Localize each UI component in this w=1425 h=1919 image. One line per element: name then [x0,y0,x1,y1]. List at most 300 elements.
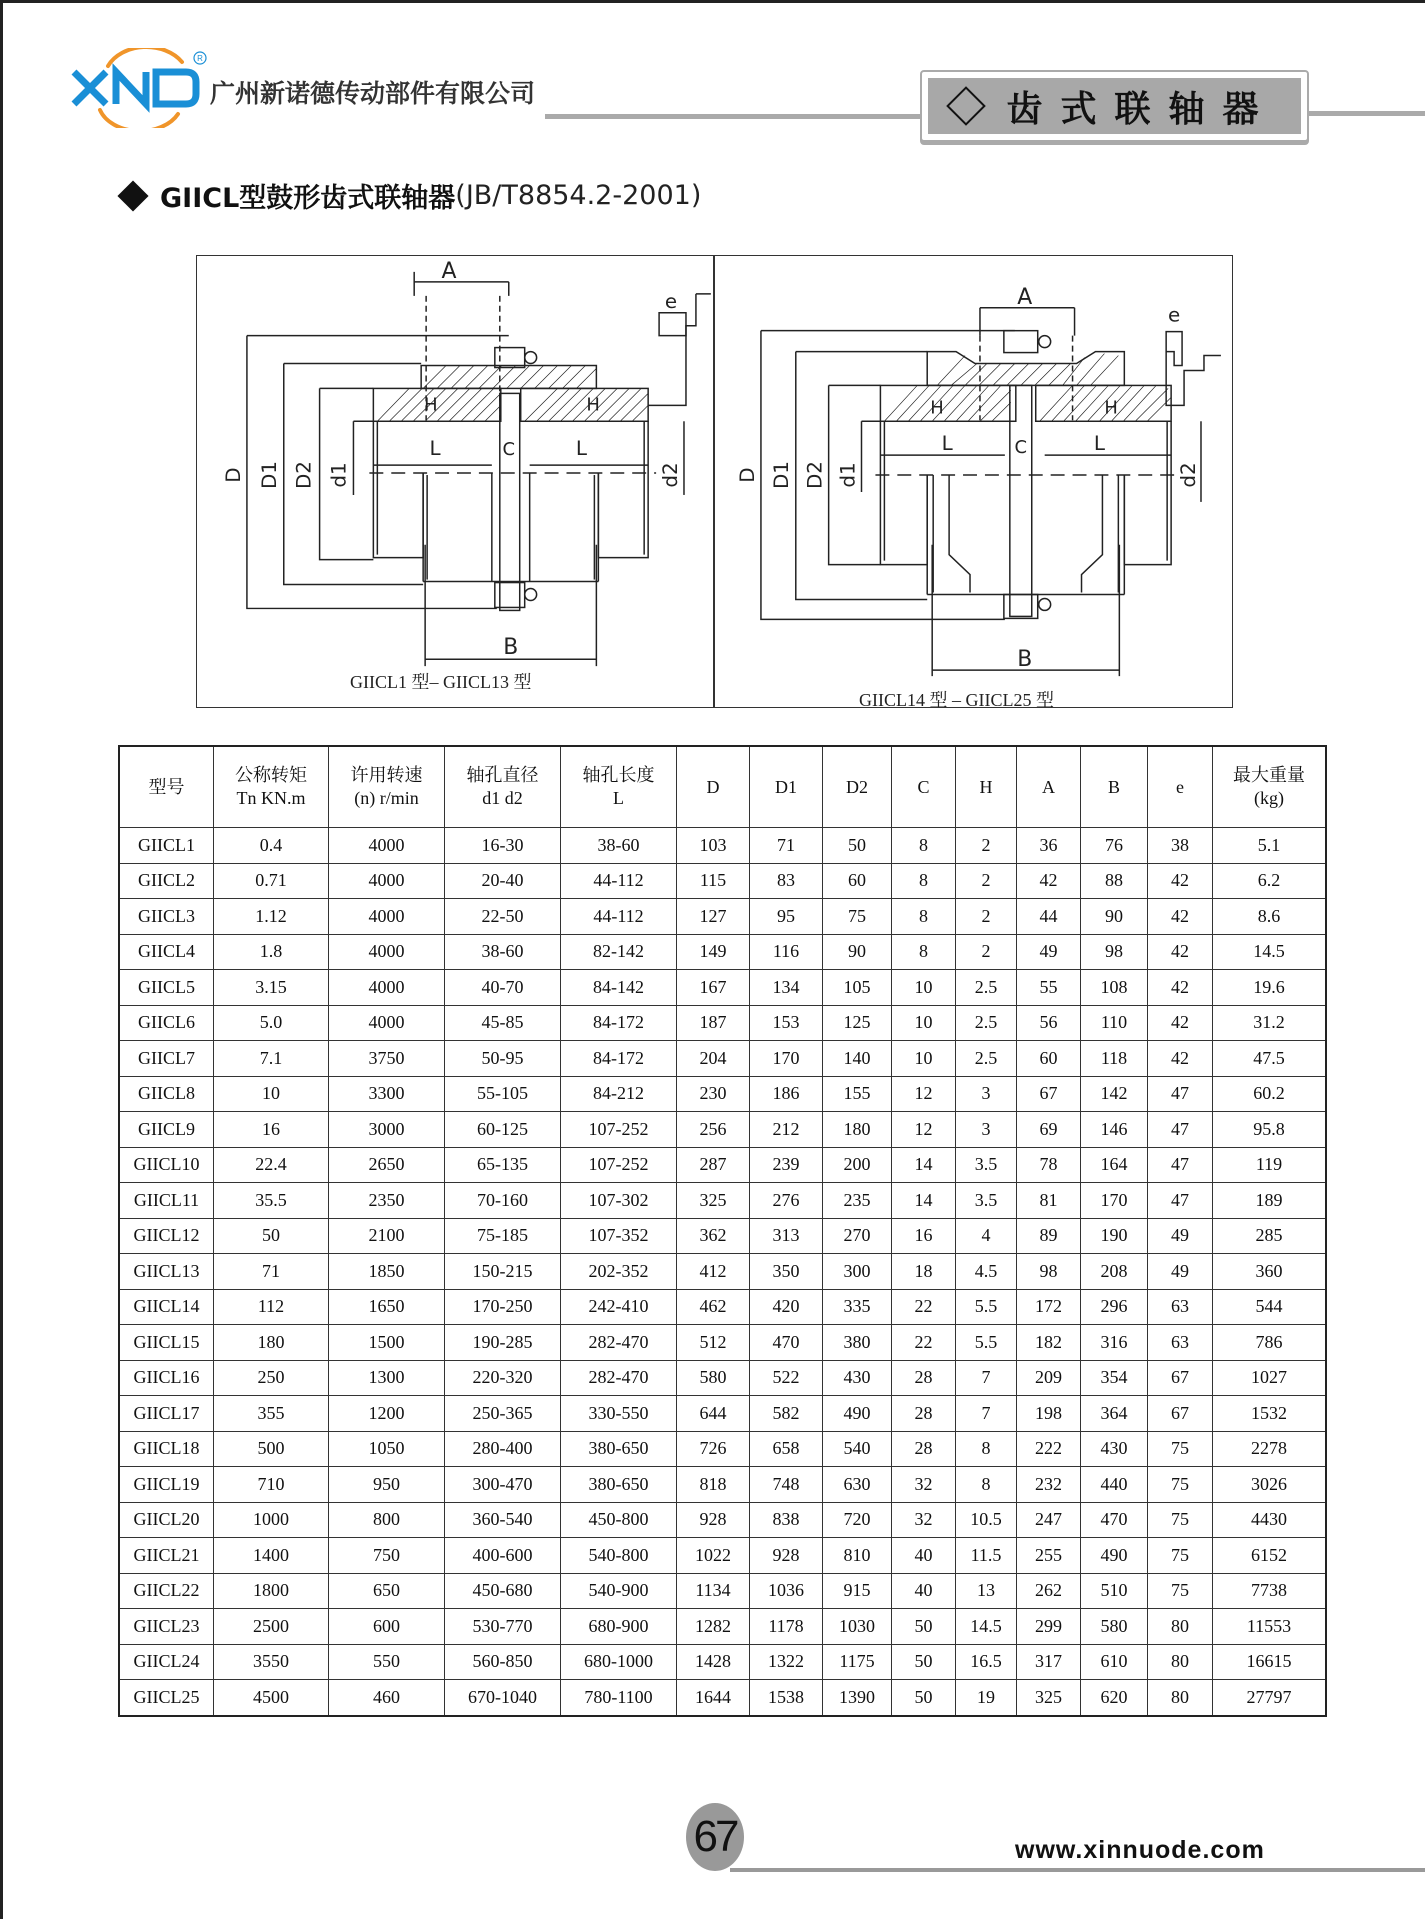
table-cell: 380-650 [561,1431,677,1467]
table-cell: 299 [1017,1609,1081,1645]
model-cell: GIICL3 [119,899,214,935]
table-cell: 89 [1017,1218,1081,1254]
table-cell: 189 [1213,1183,1327,1219]
table-cell: 115 [677,863,750,899]
left-diagram-caption: GIICL1 型– GIICL13 型 [350,672,532,692]
table-cell: 31.2 [1213,1005,1327,1041]
model-cell: GIICL10 [119,1147,214,1183]
table-cell: 40-70 [445,970,561,1006]
table-cell: 247 [1017,1502,1081,1538]
table-cell: 2.5 [956,1041,1017,1077]
table-cell: 103 [677,828,750,864]
table-cell: 142 [1081,1076,1148,1112]
table-cell: 28 [892,1396,956,1432]
svg-text:B: B [1017,647,1033,673]
table-cell: 8 [892,828,956,864]
table-cell: 119 [1213,1147,1327,1183]
table-cell: 47 [1148,1076,1213,1112]
table-cell: 580 [1081,1609,1148,1645]
table-cell: 580 [677,1360,750,1396]
table-cell: 3000 [329,1112,445,1148]
table-cell: 818 [677,1467,750,1503]
table-row [119,1076,1326,1112]
table-cell: 2350 [329,1183,445,1219]
table-cell: 235 [823,1183,892,1219]
table-cell: 544 [1213,1289,1327,1325]
column-header-line2: d1 d2 [482,788,523,808]
model-cell: GIICL13 [119,1254,214,1290]
column-header [677,746,750,828]
xnd-logo [70,48,210,128]
table-cell: 2.5 [956,970,1017,1006]
website-url: www.xinnuode.com [1015,1836,1265,1864]
model-cell: GIICL4 [119,934,214,970]
table-cell: 2278 [1213,1431,1327,1467]
table-cell: 172 [1017,1289,1081,1325]
table-cell: 44 [1017,899,1081,935]
table-row [119,1431,1326,1467]
column-header-line1: 公称转矩 [235,765,307,785]
table-cell: 155 [823,1076,892,1112]
table-cell: 230 [677,1076,750,1112]
table-cell: 1175 [823,1644,892,1680]
svg-text:B: B [503,635,519,661]
svg-text:d2: d2 [659,462,683,488]
table-cell: 470 [1081,1502,1148,1538]
table-cell: 232 [1017,1467,1081,1503]
table-cell: 14 [892,1183,956,1219]
table-cell: 280-400 [445,1431,561,1467]
table-cell: 42 [1148,1005,1213,1041]
model-cell: GIICL11 [119,1183,214,1219]
svg-text:H: H [586,394,600,416]
column-header-line1: B [1107,776,1120,797]
table-cell: 450-680 [445,1573,561,1609]
table-cell: 4000 [329,970,445,1006]
svg-text:D1: D1 [257,461,281,490]
table-cell: 430 [823,1360,892,1396]
table-cell: 440 [1081,1467,1148,1503]
table-cell: 5.0 [214,1005,329,1041]
table-cell: 2.5 [956,1005,1017,1041]
table-cell: 7.1 [214,1041,329,1077]
table-cell: 108 [1081,970,1148,1006]
table-cell: 5.5 [956,1289,1017,1325]
model-cell: GIICL9 [119,1112,214,1148]
table-cell: 67 [1148,1360,1213,1396]
table-cell: 10 [214,1076,329,1112]
model-cell: GIICL21 [119,1538,214,1574]
table-cell: 644 [677,1396,750,1432]
table-cell: 84-142 [561,970,677,1006]
table-cell: 2650 [329,1147,445,1183]
table-cell: 512 [677,1325,750,1361]
table-cell: 915 [823,1573,892,1609]
table-cell: 32 [892,1502,956,1538]
table-cell: 35.5 [214,1183,329,1219]
table-cell: 167 [677,970,750,1006]
table-cell: 84-172 [561,1041,677,1077]
svg-text:A: A [441,258,457,284]
table-cell: 296 [1081,1289,1148,1325]
table-cell: 680-1000 [561,1644,677,1680]
table-cell: 950 [329,1467,445,1503]
table-cell: 8 [892,863,956,899]
table-cell: 380-650 [561,1467,677,1503]
table-cell: 98 [1081,934,1148,970]
table-cell: 75 [1148,1431,1213,1467]
table-cell: 140 [823,1041,892,1077]
table-cell: 38-60 [445,934,561,970]
table-cell: 28 [892,1360,956,1396]
table-cell: 255 [1017,1538,1081,1574]
model-cell: GIICL15 [119,1325,214,1361]
svg-text:C: C [502,439,516,461]
table-cell: 198 [1017,1396,1081,1432]
table-cell: 3750 [329,1041,445,1077]
table-cell: 47 [1148,1147,1213,1183]
table-cell: 1022 [677,1538,750,1574]
header-rule-right [1305,111,1425,116]
table-row [119,1609,1326,1645]
table-cell: 2500 [214,1609,329,1645]
table-cell: 44-112 [561,863,677,899]
model-cell: GIICL22 [119,1573,214,1609]
table-cell: 362 [677,1218,750,1254]
column-header-line1: e [1176,776,1184,797]
table-cell: 1428 [677,1644,750,1680]
column-header-line2: L [613,788,624,808]
table-row [119,1041,1326,1077]
table-cell: 7 [956,1396,1017,1432]
table-cell: 460 [329,1680,445,1716]
table-cell: 55-105 [445,1076,561,1112]
table-cell: 680-900 [561,1609,677,1645]
table-cell: 600 [329,1609,445,1645]
table-cell: 32 [892,1467,956,1503]
model-cell: GIICL8 [119,1076,214,1112]
table-cell: 27797 [1213,1680,1327,1716]
table-cell: 262 [1017,1573,1081,1609]
table-cell: 300 [823,1254,892,1290]
table-cell: 50 [823,828,892,864]
table-cell: 75 [1148,1467,1213,1503]
model-cell: GIICL19 [119,1467,214,1503]
table-cell: 316 [1081,1325,1148,1361]
table-cell: 490 [823,1396,892,1432]
table-row [119,970,1326,1006]
table-cell: 242-410 [561,1289,677,1325]
table-row [119,1360,1326,1396]
table-cell: 522 [750,1360,823,1396]
table-cell: 60 [1017,1041,1081,1077]
table-cell: 107-252 [561,1147,677,1183]
table-cell: 187 [677,1005,750,1041]
table-cell: 3.5 [956,1147,1017,1183]
column-header-line1: 许用转速 [350,765,423,785]
svg-text:e: e [664,289,678,313]
table-cell: 800 [329,1502,445,1538]
category-label: 齿式联轴器 [1006,88,1277,130]
table-cell: 88 [1081,863,1148,899]
table-cell: 107-302 [561,1183,677,1219]
model-cell: GIICL14 [119,1289,214,1325]
table-cell: 380 [823,1325,892,1361]
table-cell: 540-800 [561,1538,677,1574]
table-cell: 212 [750,1112,823,1148]
table-cell: 80 [1148,1644,1213,1680]
table-cell: 22.4 [214,1147,329,1183]
table-cell: 83 [750,863,823,899]
table-cell: 560-850 [445,1644,561,1680]
model-cell: GIICL18 [119,1431,214,1467]
table-cell: 81 [1017,1183,1081,1219]
model-cell: GIICL2 [119,863,214,899]
table-cell: 71 [750,828,823,864]
table-cell: 287 [677,1147,750,1183]
model-cell: GIICL24 [119,1644,214,1680]
table-cell: 0.71 [214,863,329,899]
table-cell: 540 [823,1431,892,1467]
table-cell: 490 [1081,1538,1148,1574]
table-cell: 60.2 [1213,1076,1327,1112]
svg-text:H: H [930,397,944,419]
table-cell: 60 [823,863,892,899]
table-cell: 550 [329,1644,445,1680]
outline-diamond-icon [947,86,987,126]
svg-text:L: L [941,432,953,456]
table-cell: 1050 [329,1431,445,1467]
column-header [561,746,677,828]
table-cell: 928 [750,1538,823,1574]
table-cell: 47.5 [1213,1041,1327,1077]
svg-text:d2: d2 [1177,462,1201,488]
table-cell: 49 [1017,934,1081,970]
table-cell: 12 [892,1076,956,1112]
table-row [119,1218,1326,1254]
table-cell: 146 [1081,1112,1148,1148]
footer-rule [730,1868,1425,1872]
table-cell: 354 [1081,1360,1148,1396]
table-row [119,1680,1326,1716]
category-banner [920,70,1309,142]
table-cell: 75 [823,899,892,935]
table-cell: 282-470 [561,1360,677,1396]
table-cell: 40 [892,1538,956,1574]
table-cell: 16 [214,1112,329,1148]
table-cell: 10 [892,1005,956,1041]
table-cell: 56 [1017,1005,1081,1041]
table-cell: 1300 [329,1360,445,1396]
table-cell: 430 [1081,1431,1148,1467]
table-cell: 630 [823,1467,892,1503]
table-cell: 420 [750,1289,823,1325]
filled-diamond-icon [117,180,148,211]
table-cell: 1532 [1213,1396,1327,1432]
table-cell: 928 [677,1502,750,1538]
table-cell: 1650 [329,1289,445,1325]
table-cell: 180 [214,1325,329,1361]
table-cell: 325 [1017,1680,1081,1716]
table-cell: 1134 [677,1573,750,1609]
column-header-line1: C [917,776,930,797]
table-cell: 8 [956,1431,1017,1467]
table-cell: 186 [750,1076,823,1112]
table-cell: 7738 [1213,1573,1327,1609]
table-cell: 11553 [1213,1609,1327,1645]
table-cell: 208 [1081,1254,1148,1290]
table-cell: 1322 [750,1644,823,1680]
title-standard: (JB/T8854.2-2001) [455,180,702,211]
model-cell: GIICL5 [119,970,214,1006]
table-cell: 134 [750,970,823,1006]
column-header-line2: Tn KN.m [236,788,306,808]
table-cell: 36 [1017,828,1081,864]
table-cell: 1500 [329,1325,445,1361]
table-cell: 285 [1213,1218,1327,1254]
column-header [214,746,329,828]
svg-text:H: H [424,394,438,416]
svg-text:H: H [1104,397,1118,419]
table-cell: 11.5 [956,1538,1017,1574]
column-header-line1: D [706,776,720,797]
table-row [119,1147,1326,1183]
table-cell: 360-540 [445,1502,561,1538]
table-cell: 153 [750,1005,823,1041]
table-cell: 4000 [329,828,445,864]
table-cell: 6152 [1213,1538,1327,1574]
table-cell: 69 [1017,1112,1081,1148]
table-cell: 63 [1148,1325,1213,1361]
table-row [119,1502,1326,1538]
table-cell: 2100 [329,1218,445,1254]
table-cell: 658 [750,1431,823,1467]
table-cell: 364 [1081,1396,1148,1432]
column-header-line1: 轴孔直径 [466,765,539,785]
diagram-giicl14-25 [715,256,1232,707]
table-cell: 620 [1081,1680,1148,1716]
table-cell: 1178 [750,1609,823,1645]
table-cell: 67 [1148,1396,1213,1432]
right-diagram-caption: GIICL14 型 – GIICL25 型 [859,690,1054,710]
table-cell: 16 [892,1218,956,1254]
table-cell: 22-50 [445,899,561,935]
table-row [119,1183,1326,1219]
column-header [1148,746,1213,828]
table-cell: 50 [892,1609,956,1645]
column-header-line1: D2 [846,776,868,797]
table-cell: 5.1 [1213,828,1327,864]
table-cell: 118 [1081,1041,1148,1077]
table-cell: 28 [892,1431,956,1467]
section-title [122,176,701,215]
table-cell: 838 [750,1502,823,1538]
table-cell: 150-215 [445,1254,561,1290]
table-cell: 3550 [214,1644,329,1680]
svg-text:d1: d1 [327,462,351,488]
table-cell: 1390 [823,1680,892,1716]
table-cell: 810 [823,1538,892,1574]
table-cell: 50-95 [445,1041,561,1077]
table-cell: 42 [1148,863,1213,899]
table-cell: 170-250 [445,1289,561,1325]
column-header-line2: (kg) [1254,788,1284,808]
table-cell: 170 [750,1041,823,1077]
table-cell: 350 [750,1254,823,1290]
model-cell: GIICL16 [119,1360,214,1396]
column-header [445,746,561,828]
table-cell: 582 [750,1396,823,1432]
table-cell: 330-550 [561,1396,677,1432]
table-cell: 720 [823,1502,892,1538]
table-cell: 42 [1148,970,1213,1006]
table-cell: 256 [677,1112,750,1148]
table-cell: 42 [1148,1041,1213,1077]
header-rule-left [545,114,925,119]
table-cell: 2 [956,863,1017,899]
table-cell: 180 [823,1112,892,1148]
table-cell: 276 [750,1183,823,1219]
table-cell: 22 [892,1325,956,1361]
table-cell: 1027 [1213,1360,1327,1396]
table-cell: 650 [329,1573,445,1609]
table-cell: 1036 [750,1573,823,1609]
table-row [119,1467,1326,1503]
table-cell: 462 [677,1289,750,1325]
table-cell: 90 [823,934,892,970]
table-cell: 71 [214,1254,329,1290]
table-cell: 317 [1017,1644,1081,1680]
table-row [119,1644,1326,1680]
table-cell: 13 [956,1573,1017,1609]
table-cell: 190 [1081,1218,1148,1254]
table-cell: 470 [750,1325,823,1361]
table-row [119,1005,1326,1041]
table-cell: 164 [1081,1147,1148,1183]
table-cell: 1282 [677,1609,750,1645]
table-cell: 8 [892,899,956,935]
table-cell: 50 [892,1680,956,1716]
table-cell: 60-125 [445,1112,561,1148]
table-cell: 750 [329,1538,445,1574]
table-cell: 6.2 [1213,863,1327,899]
table-cell: 22 [892,1289,956,1325]
svg-text:D: D [735,467,759,483]
table-cell: 10.5 [956,1502,1017,1538]
table-cell: 75-185 [445,1218,561,1254]
table-cell: 82-142 [561,934,677,970]
table-cell: 49 [1148,1218,1213,1254]
table-row [119,1325,1326,1361]
table-cell: 105 [823,970,892,1006]
svg-text:e: e [1167,303,1181,327]
table-cell: 5.5 [956,1325,1017,1361]
table-cell: 16615 [1213,1644,1327,1680]
table-cell: 325 [677,1183,750,1219]
table-cell: 65-135 [445,1147,561,1183]
table-cell: 20-40 [445,863,561,899]
table-cell: 67 [1017,1076,1081,1112]
table-cell: 125 [823,1005,892,1041]
spec-table [118,745,1327,1717]
table-cell: 412 [677,1254,750,1290]
svg-text:R: R [197,54,203,63]
table-cell: 204 [677,1041,750,1077]
table-cell: 282-470 [561,1325,677,1361]
table-cell: 45-85 [445,1005,561,1041]
svg-text:D1: D1 [769,461,793,490]
table-cell: 44-112 [561,899,677,935]
